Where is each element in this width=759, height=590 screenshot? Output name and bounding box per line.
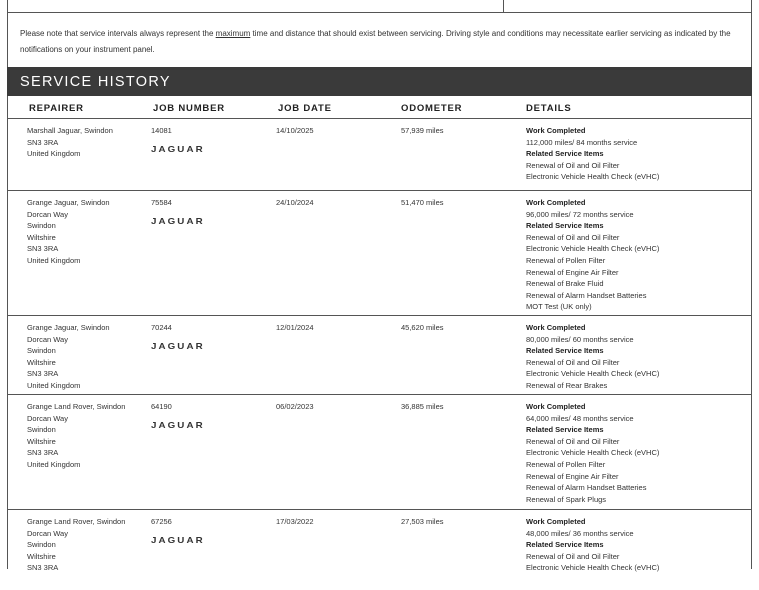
table-row [7, 395, 752, 510]
service-item: Renewal of Oil and Oil Filter [526, 357, 620, 367]
related-items-label: Related Service Items [526, 425, 604, 435]
details-cell [526, 401, 746, 505]
job-number: 70244 [151, 323, 172, 332]
service-history-header [7, 67, 752, 96]
jaguar-logo: JAGUAR [151, 143, 205, 154]
work-completed-label: Work Completed [526, 323, 586, 332]
service-interval: 64,000 miles/ 48 months service [526, 413, 634, 423]
repairer-line: United Kingdom [27, 149, 81, 159]
job-number: 14081 [151, 126, 172, 135]
odometer-value: 45,620 miles [401, 323, 444, 332]
job-date: 14/10/2025 [276, 126, 314, 135]
notice-text-after: time and distance that should exist between servicing. Driving style and conditions may necessitate earlier servicing as indicated by the notifications on your instrument panel. [20, 29, 731, 54]
repairer-line: Grange Jaguar, Swindon [27, 323, 110, 332]
repairer-line: Wiltshire [27, 551, 56, 561]
repairer-cell [27, 322, 147, 392]
job-number: 75584 [151, 198, 172, 207]
service-interval-notice [20, 26, 748, 58]
repairer-line: Grange Jaguar, Swindon [27, 198, 110, 207]
repairer-line: SN3 3RA [27, 244, 59, 254]
repairer-line: United Kingdom [27, 380, 81, 390]
repairer-line: Swindon [27, 346, 56, 356]
col-header-job-date: JOB DATE [278, 103, 332, 114]
job-date: 17/03/2022 [276, 517, 314, 526]
job-date: 24/10/2024 [276, 198, 314, 207]
table-row [7, 510, 752, 590]
top-strip-divider [503, 0, 504, 13]
job-date: 06/02/2023 [276, 402, 314, 411]
service-item: Renewal of Oil and Oil Filter [526, 436, 620, 446]
repairer-line: Wiltshire [27, 232, 56, 242]
job-number-cell [151, 322, 261, 352]
col-header-odometer: ODOMETER [401, 103, 463, 114]
col-header-job-number: JOB NUMBER [153, 103, 225, 114]
odometer-value: 51,470 miles [401, 198, 444, 207]
notice-text-before: Please note that service intervals always represent the [20, 29, 216, 38]
service-item: Renewal of Rear Brakes [526, 380, 608, 390]
service-item: Renewal of Brake Fluid [526, 279, 604, 289]
table-row [7, 191, 752, 316]
service-item: MOT Test (UK only) [526, 302, 592, 312]
work-completed-label: Work Completed [526, 198, 586, 207]
service-item: Renewal of Oil and Oil Filter [526, 551, 620, 561]
service-item: Renewal of Spark Plugs [526, 494, 607, 504]
repairer-line: Marshall Jaguar, Swindon [27, 126, 113, 135]
related-items-label: Related Service Items [526, 540, 604, 550]
repairer-line: Dorcan Way [27, 528, 68, 538]
details-cell [526, 516, 746, 574]
table-row [7, 316, 752, 395]
section-title: SERVICE HISTORY [20, 74, 171, 90]
service-item: Renewal of Pollen Filter [526, 459, 606, 469]
repairer-line: SN3 3RA [27, 369, 59, 379]
repairer-cell [27, 516, 147, 574]
repairer-line: Dorcan Way [27, 413, 68, 423]
service-item: Electronic Vehicle Health Check (eVHC) [526, 369, 660, 379]
job-number: 64190 [151, 402, 172, 411]
repairer-cell [27, 125, 147, 160]
related-items-label: Related Service Items [526, 346, 604, 356]
details-cell [526, 197, 746, 313]
repairer-line: SN3 3RA [27, 448, 59, 458]
jaguar-logo: JAGUAR [151, 215, 205, 226]
repairer-line: Grange Land Rover, Swindon [27, 402, 126, 411]
service-interval: 112,000 miles/ 84 months service [526, 137, 638, 147]
repairer-line: Swindon [27, 425, 56, 435]
table-row [7, 119, 752, 191]
service-item: Electronic Vehicle Health Check (eVHC) [526, 563, 660, 573]
odometer-value: 57,939 miles [401, 126, 444, 135]
jaguar-logo: JAGUAR [151, 534, 205, 545]
job-number: 67256 [151, 517, 172, 526]
repairer-line: United Kingdom [27, 459, 81, 469]
repairer-line: United Kingdom [27, 255, 81, 265]
work-completed-label: Work Completed [526, 517, 586, 526]
repairer-line: Swindon [27, 540, 56, 550]
repairer-cell [27, 197, 147, 267]
service-item: Renewal of Pollen Filter [526, 255, 606, 265]
service-interval: 80,000 miles/ 60 months service [526, 334, 634, 344]
col-header-details: DETAILS [526, 103, 572, 114]
details-cell [526, 322, 746, 392]
repairer-line: SN3 3RA [27, 563, 59, 573]
repairer-line: Wiltshire [27, 436, 56, 446]
work-completed-label: Work Completed [526, 402, 586, 411]
service-item: Renewal of Engine Air Filter [526, 471, 619, 481]
repairer-line: Dorcan Way [27, 209, 68, 219]
odometer-value: 27,503 miles [401, 517, 444, 526]
job-number-cell [151, 197, 261, 227]
work-completed-label: Work Completed [526, 126, 586, 135]
job-number-cell [151, 125, 261, 155]
service-item: Renewal of Oil and Oil Filter [526, 232, 620, 242]
service-item: Electronic Vehicle Health Check (eVHC) [526, 244, 660, 254]
job-number-cell [151, 516, 261, 546]
service-item: Renewal of Alarm Handset Batteries [526, 290, 647, 300]
service-interval: 48,000 miles/ 36 months service [526, 528, 634, 538]
related-items-label: Related Service Items [526, 149, 604, 159]
repairer-line: Dorcan Way [27, 334, 68, 344]
service-item: Electronic Vehicle Health Check (eVHC) [526, 448, 660, 458]
service-item: Renewal of Alarm Handset Batteries [526, 483, 647, 493]
repairer-cell [27, 401, 147, 471]
service-item: Renewal of Engine Air Filter [526, 267, 619, 277]
service-item: Renewal of Oil and Oil Filter [526, 160, 620, 170]
job-number-cell [151, 401, 261, 431]
notice-emphasis: maximum [215, 29, 251, 38]
related-items-label: Related Service Items [526, 221, 604, 231]
jaguar-logo: JAGUAR [151, 340, 205, 351]
col-header-repairer: REPAIRER [29, 103, 84, 114]
repairer-line: SN3 3RA [27, 137, 59, 147]
repairer-line: Swindon [27, 221, 56, 231]
repairer-line: Grange Land Rover, Swindon [27, 517, 126, 526]
job-date: 12/01/2024 [276, 323, 314, 332]
service-item: Electronic Vehicle Health Check (eVHC) [526, 172, 660, 182]
service-interval: 96,000 miles/ 72 months service [526, 209, 634, 219]
table-header-row [7, 96, 752, 119]
odometer-value: 36,885 miles [401, 402, 444, 411]
top-summary-strip [7, 0, 752, 13]
details-cell [526, 125, 746, 183]
repairer-line: Wiltshire [27, 357, 56, 367]
jaguar-logo: JAGUAR [151, 419, 205, 430]
